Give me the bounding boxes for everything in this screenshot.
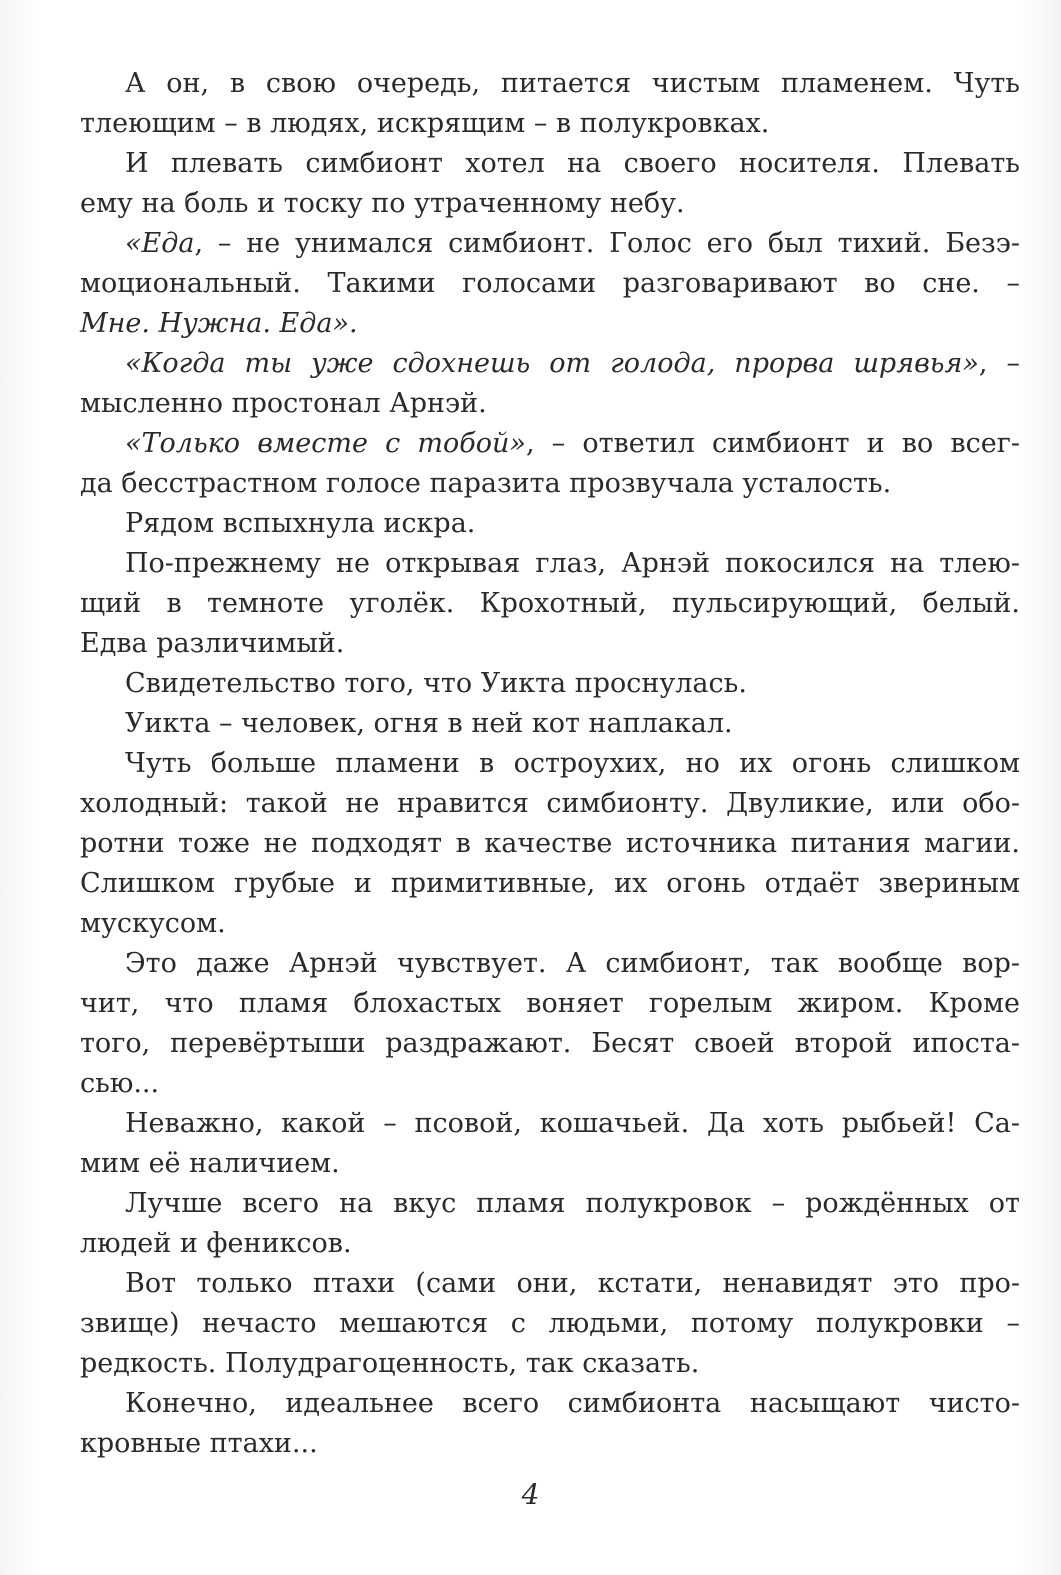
text-line <box>80 304 1020 344</box>
text-segment: , – не унимался симбионт. Голос его был тихий. Безэ- <box>194 228 1020 259</box>
italic-text-segment: «Еда <box>125 228 195 259</box>
text-segment: Чуть больше пламени в остроухих, но их огонь слишком <box>125 748 1020 779</box>
text-line <box>80 1144 1020 1184</box>
text-segment: того, перевёртыши раздражают. Бесят своей второй ипоста- <box>80 1028 1020 1059</box>
text-segment: ротни тоже не подходят в качестве источника питания магии. <box>80 828 1020 859</box>
text-line <box>80 1384 1020 1424</box>
text-segment: Рядом вспыхнула искра. <box>125 508 476 539</box>
text-line <box>80 1264 1020 1304</box>
text-segment: кровные птахи... <box>80 1428 318 1459</box>
text-segment: Неважно, какой – псовой, кошачьей. Да хоть рыбьей! Са- <box>125 1108 1020 1139</box>
text-segment: ему на боль и тоску по утраченному небу. <box>80 188 685 219</box>
text-line <box>80 1424 1020 1464</box>
text-segment: холодный: такой не нравится симбионту. Двуликие, или обо- <box>80 788 1020 819</box>
text-line <box>80 1304 1020 1344</box>
text-segment: тлеющим – в людях, искрящим – в полукровках. <box>80 108 770 139</box>
italic-text-segment: Мне. Нужна. Еда». <box>80 308 358 339</box>
text-line <box>80 224 1020 264</box>
text-segment: Уикта – человек, огня в ней кот наплакал. <box>125 708 733 739</box>
text-line <box>80 1224 1020 1264</box>
text-line <box>80 104 1020 144</box>
text-line <box>80 1344 1020 1384</box>
text-segment: А он, в свою очередь, питается чистым пламенем. Чуть <box>125 68 1020 99</box>
text-line <box>80 944 1020 984</box>
text-line <box>80 1104 1020 1144</box>
text-segment: мускусом. <box>80 908 226 939</box>
text-line <box>80 704 1020 744</box>
text-line <box>80 984 1020 1024</box>
text-line <box>80 344 1020 384</box>
text-line <box>80 1184 1020 1224</box>
text-segment: Конечно, идеальнее всего симбионта насыщают чисто- <box>125 1388 1020 1419</box>
text-segment: сью... <box>80 1068 160 1099</box>
text-line <box>80 384 1020 424</box>
text-segment: звище) нечасто мешаются с людьми, потому полукровки – <box>80 1308 1020 1339</box>
text-line <box>80 544 1020 584</box>
text-line <box>80 144 1020 184</box>
text-segment: да бесстрастном голосе паразита прозвучала усталость. <box>80 468 892 499</box>
text-segment: моциональный. Такими голосами разговаривают во сне. – <box>80 268 1020 299</box>
text-segment: людей и фениксов. <box>80 1228 352 1259</box>
text-line <box>80 504 1020 544</box>
text-line <box>80 864 1020 904</box>
text-line <box>80 624 1020 664</box>
text-segment: чит, что пламя блохастых воняет горелым жиром. Кроме <box>80 988 1020 1019</box>
text-segment: Вот только птахи (сами они, кстати, ненавидят это про- <box>125 1268 1020 1299</box>
text-line <box>80 824 1020 864</box>
text-segment: мим её наличием. <box>80 1148 340 1179</box>
text-line <box>80 584 1020 624</box>
text-segment: Лучше всего на вкус пламя полукровок – рождённых от <box>125 1188 1020 1219</box>
text-segment: , – <box>978 348 1020 379</box>
text-line <box>80 1064 1020 1104</box>
text-segment: По-прежнему не открывая глаз, Арнэй покосился на тлею- <box>125 548 1020 579</box>
text-line <box>80 264 1020 304</box>
page-number: 4 <box>521 1478 540 1511</box>
italic-text-segment: «Только вместе с тобой» <box>125 428 526 459</box>
text-segment: Это даже Арнэй чувствует. А симбионт, так вообще вор- <box>125 948 1020 979</box>
italic-text-segment: «Когда ты уже сдохнешь от голода, прорва шрявья» <box>125 348 979 379</box>
text-segment: Едва различимый. <box>80 628 345 659</box>
text-line <box>80 664 1020 704</box>
text-line <box>80 424 1020 464</box>
text-segment: Слишком грубые и примитивные, их огонь отдаёт звериным <box>80 868 1020 899</box>
text-line <box>80 784 1020 824</box>
text-line <box>80 464 1020 504</box>
text-segment: редкость. Полудрагоценность, так сказать. <box>80 1348 700 1379</box>
text-line <box>80 184 1020 224</box>
text-segment: Свидетельство того, что Уикта проснулась. <box>125 668 747 699</box>
text-line <box>80 1024 1020 1064</box>
text-line <box>80 64 1020 104</box>
text-line <box>80 744 1020 784</box>
text-line <box>80 904 1020 944</box>
text-segment: И плевать симбионт хотел на своего носителя. Плевать <box>125 148 1020 179</box>
text-segment: щий в темноте уголёк. Крохотный, пульсирующий, белый. <box>80 588 1020 619</box>
text-segment: , – ответил симбионт и во всег- <box>525 428 1020 459</box>
book-page-text <box>80 64 1020 1464</box>
text-segment: мысленно простонал Арнэй. <box>80 388 487 419</box>
